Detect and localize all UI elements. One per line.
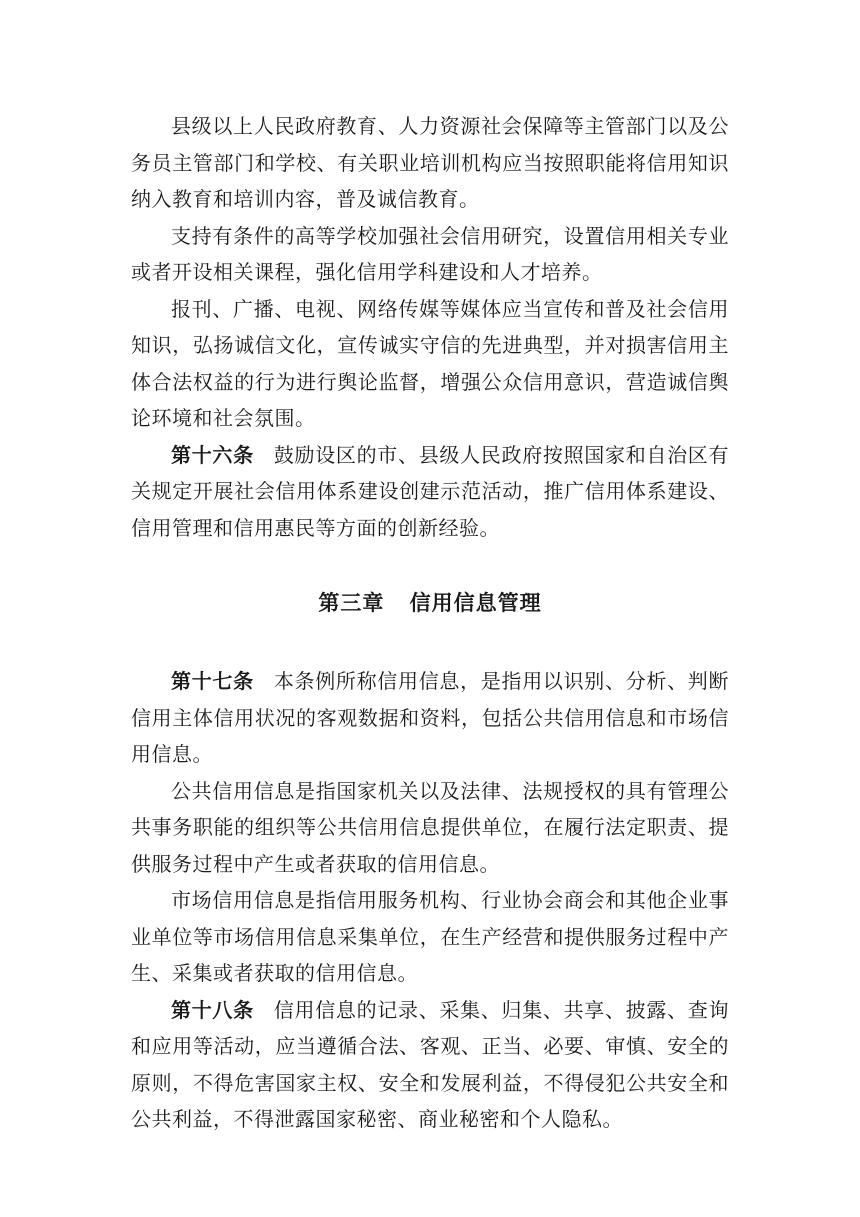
article-16 bbox=[131, 437, 729, 547]
paragraph-higher-education bbox=[131, 218, 729, 291]
article-number: 第十八条 bbox=[171, 997, 254, 1022]
paragraph-media-publicity bbox=[131, 291, 729, 437]
article-text: 本条例所称信用信息，是指用以识别、分析、判断信用主体信用状况的客观数据和资料，包括公共信用信息和市场信用信息。 bbox=[131, 669, 730, 766]
paragraph-text: 报刊、广播、电视、网络传媒等媒体应当宣传和普及社会信用知识，弘扬诚信文化，宣传诚实守信的先进典型，并对损害信用主体合法权益的行为进行舆论监督，增强公众信用意识，营造诚信舆论环境和社会氛围。 bbox=[131, 296, 729, 430]
article-18 bbox=[131, 992, 729, 1138]
paragraph-text: 支持有条件的高等学校加强社会信用研究，设置信用相关专业或者开设相关课程，强化信用学科建设和人才培养。 bbox=[131, 223, 729, 284]
chapter-number: 第三章 bbox=[318, 590, 385, 615]
article-number: 第十七条 bbox=[171, 669, 254, 693]
article-text: 信用信息的记录、采集、归集、共享、披露、查询和应用等活动，应当遵循合法、客观、正当、必要、审慎、安全的原则，不得危害国家主权、安全和发展利益，不得侵犯公共安全和公共利益，不得泄露国家秘密、商业秘密和个人隐私。 bbox=[131, 997, 730, 1131]
chapter-title: 信用信息管理 bbox=[409, 590, 542, 615]
article-text: 鼓励设区的市、县级人民政府按照国家和自治区有关规定开展社会信用体系建设创建示范活动，推广信用体系建设、信用管理和信用惠民等方面的创新经验。 bbox=[131, 442, 730, 540]
paragraph-text: 市场信用信息是指信用服务机构、行业协会商会和其他企业事业单位等市场信用信息采集单位，在生产经营和提供服务过程中产生、采集或者获取的信用信息。 bbox=[131, 888, 729, 985]
article-number: 第十六条 bbox=[171, 442, 254, 467]
chapter-heading bbox=[131, 587, 729, 617]
paragraph-text: 公共信用信息是指国家机关以及法律、法规授权的具有管理公共事务职能的组织等公共信用信息提供单位，在履行法定职责、提供服务过程中产生或者获取的信用信息。 bbox=[131, 778, 729, 876]
article-17 bbox=[131, 663, 729, 773]
paragraph-education-departments bbox=[131, 108, 729, 218]
paragraph-market-credit-info bbox=[131, 882, 729, 992]
document-body bbox=[131, 108, 729, 1138]
paragraph-text: 县级以上人民政府教育、人力资源社会保障等主管部门以及公务员主管部门和学校、有关职业培训机构应当按照职能将信用知识纳入教育和培训内容，普及诚信教育。 bbox=[131, 114, 729, 211]
paragraph-public-credit-info bbox=[131, 773, 729, 883]
